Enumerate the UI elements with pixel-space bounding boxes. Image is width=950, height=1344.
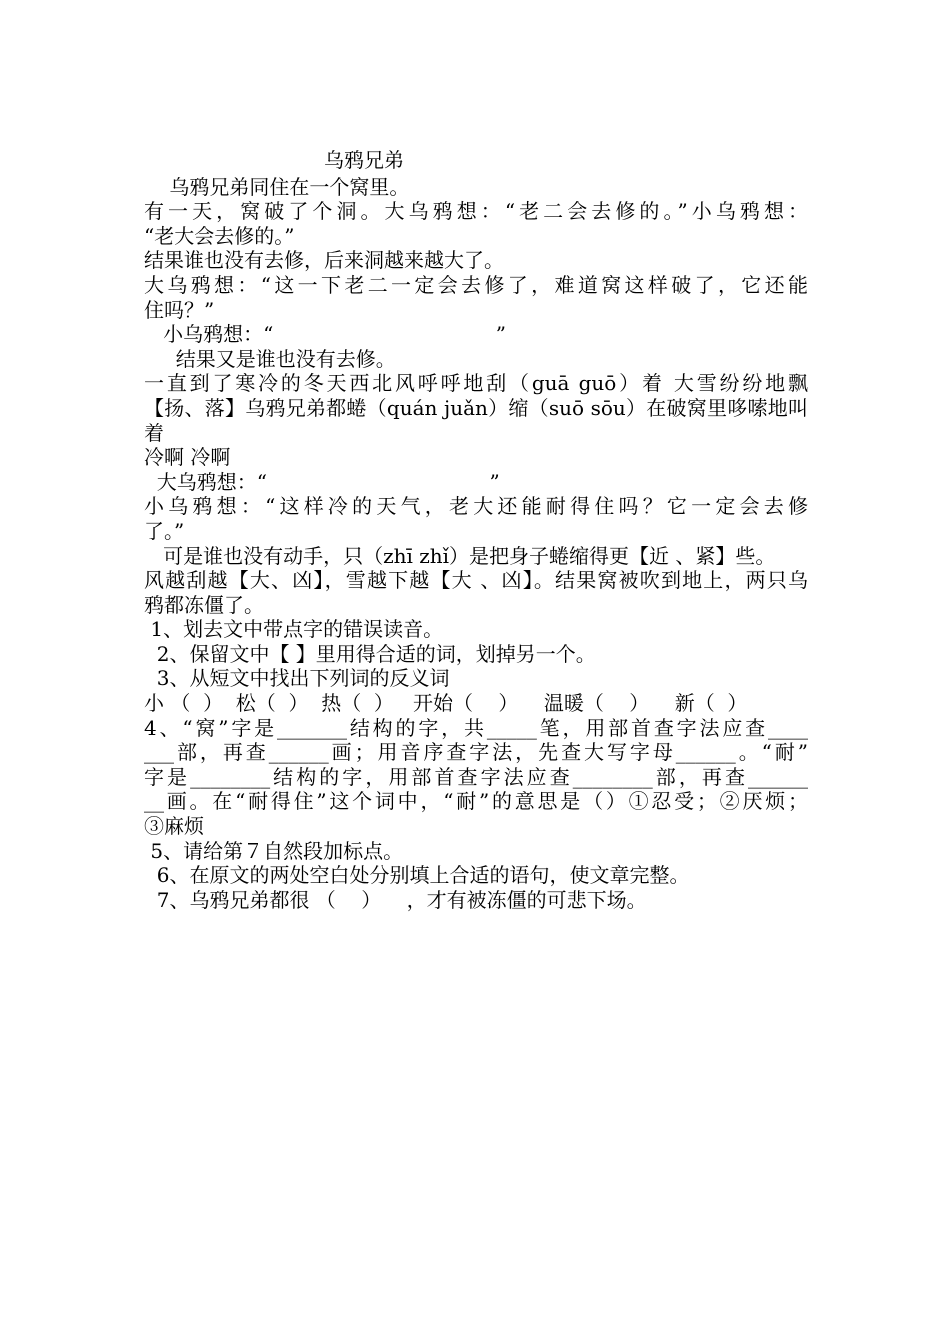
question-line: 1、划去文中带点字的错误读音。 (144, 617, 444, 642)
story-line: 结果又是谁也没有去修。 (144, 346, 396, 371)
question-line: 字是________结构的字，用部首查字法应查________部，再查______ (144, 764, 808, 789)
story-line: 可是谁也没有动手，只（zhī zhǐ）是把身子蜷缩得更【近 、紧】些。 (144, 543, 776, 568)
story-line: 住吗？” (144, 297, 215, 322)
story-title: 乌鸦兄弟 (324, 148, 404, 172)
story-line: 了。” (144, 518, 185, 543)
document-body (144, 148, 808, 912)
question-line: 3、从短文中找出下列词的反义词 (144, 666, 450, 691)
story-line: 结果谁也没有去修，后来洞越来越大了。 (144, 248, 504, 273)
question-line: 6、在原文的两处空白处分别填上合适的语句，使文章完整。 (144, 863, 690, 888)
story-line: 小乌鸦想：“ ” (144, 322, 507, 347)
story-line: 冷啊 冷啊 (144, 445, 231, 470)
story-line: 一直到了寒冷的冬天西北风呼呼地刮（guā guō）着 大雪纷纷地飘 (144, 371, 808, 396)
story-line: 有一天，窝破了个洞。大乌鸦想：“老二会去修的。”小乌鸦想： (144, 199, 808, 224)
question-line: ③麻烦 (144, 814, 204, 839)
story-line: “老大会去修的。” (144, 223, 295, 248)
story-line: 鸦都冻僵了。 (144, 592, 264, 617)
story-line: 小乌鸦想：“这样冷的天气，老大还能耐得住吗？它一定会去修 (144, 494, 808, 519)
question-line: 2、保留文中【 】里用得合适的词，划掉另一个。 (144, 641, 596, 666)
story-line: 大乌鸦想：“ ” (144, 469, 500, 494)
question-line: ___部，再查______画；用音序查字法，先查大写字母______。“耐” (144, 740, 808, 765)
story-line: 风越刮越【大、凶】，雪越下越【大 、凶】。结果窝被吹到地上，两只乌 (144, 568, 808, 593)
question-line: 小 （ ） 松（ ） 热（ ） 开始（ ） 温暖（ ） 新（ ） (144, 691, 748, 716)
question-line: 7、乌鸦兄弟都很 （ ） ，才有被冻僵的可悲下场。 (144, 887, 647, 912)
question-line: __画。在“耐得住”这个词中，“耐”的意思是（）①忍受；②厌烦； (144, 789, 808, 814)
story-line: 【扬、落】乌鸦兄弟都蜷（quán juǎn）缩（suō sōu）在破窝里哆嗦地叫着 (144, 395, 808, 445)
story-line: 大乌鸦想：“这一下老二一定会去修了，难道窝这样破了，它还能 (144, 272, 808, 297)
question-line: 4、“窝”字是_______结构的字，共_____笔，用部首查字法应查____ (144, 715, 808, 740)
story-line: 乌鸦兄弟同住在一个窝里。 (144, 174, 410, 199)
question-line: 5、请给第７自然段加标点。 (144, 838, 404, 863)
